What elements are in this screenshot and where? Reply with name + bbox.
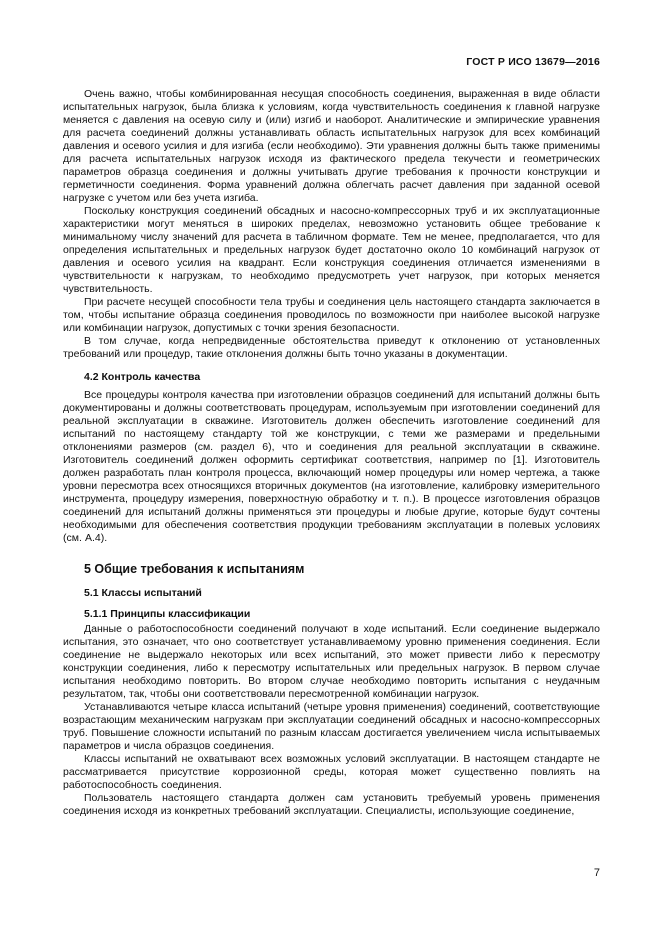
document-content (63, 88, 600, 818)
paragraph-7: Устанавливаются четыре класса испытаний (четыре уровня применения) соединений, соответствующие возрастающим механическим нагрузкам при эксплуатации соединений обсадных и насосно-компрессорных труб. Повышение сложности испытаний по разным классам достигается увеличением числа испытываемых параметров и числа образцов соединения. (63, 701, 600, 752)
heading-5-general-test-requirements: 5 Общие требования к испытаниям (84, 562, 305, 576)
paragraph-2: Поскольку конструкция соединений обсадных и насосно-компрессорных труб и их эксплуатационные характеристики могут меняться в широких пределах, невозможно установить общее требование к минимальному числу значений для расчета в табличном формате. Тем не менее, предполагается, что для определения испытательных и предельных нагрузок будет достаточно около 10 комбинаций нагрузок от давления и осевого усилия на квадрант. Если конструкция соединения отличается изменениями в чувствительности к нагрузкам, то необходимо предусмотреть учет нагрузок, при которых меняется чувствительность. (63, 205, 600, 295)
paragraph-3: При расчете несущей способности тела трубы и соединения цель настоящего стандарта заключается в том, чтобы испытание образца соединения проводилось по возможности при наиболее высокой нагрузке или комбинации нагрузок, допустимых с точки зрения безопасности. (63, 296, 600, 334)
paragraph-9: Пользователь настоящего стандарта должен сам установить требуемый уровень применения соединения исходя из конкретных требований эксплуатации. Специалисты, использующие соединение, (63, 792, 600, 817)
heading-5-1-1-classification-principles: 5.1.1 Принципы классификации (84, 608, 251, 620)
document-header (63, 56, 600, 68)
heading-4-2-quality-control: 4.2 Контроль качества (84, 371, 201, 383)
paragraph-4: В том случае, когда непредвиденные обстоятельства приведут к отклонению от установленных требований или процедур, такие отклонения должны быть точно указаны в документации. (63, 335, 600, 360)
doc-number: ГОСТ Р ИСО 13679—2016 (466, 56, 600, 68)
paragraph-5: Все процедуры контроля качества при изготовлении образцов соединений для испытаний должны быть документированы и должны соответствовать процедурам, используемым при изготовлении соединений для реальной эксплуатации в скважине. Изготовитель должен обеспечить изготовление соединений для испытаний по настоящему стандарту той же конструкции, с теми же размерами и предельными отклонениями размеров (см. раздел 6), что и соединения для реальной эксплуатации в скважине. Изготовитель соединений должен оформить сертификат соответствия, например по [1]. Изготовитель должен разработать план контроля процесса, включающий номер процедуры или номер чертежа, а также уровни пересмотра всех относящихся вторичных документов (на изготовление, калибровку измерительного инструмента, процедуру измерения, поверхностную обработку и т. п.). В процессе изготовления образцов соединений для испытаний должны применяться эти процедуры и любые другие, которые будут сочтены необходимыми для обеспечения соответствия продукции требованиям эксплуатации в полевых условиях (см. А.4). (63, 389, 600, 544)
page-footer (63, 867, 600, 879)
page-number: 7 (593, 867, 600, 879)
paragraph-8: Классы испытаний не охватывают всех возможных условий эксплуатации. В настоящем стандарте не рассматривается присутствие коррозионной среды, которая может существенно повлиять на работоспособность соединения. (63, 753, 600, 791)
heading-5-1-test-classes: 5.1 Классы испытаний (84, 587, 202, 599)
paragraph-1: Очень важно, чтобы комбинированная несущая способность соединения, выраженная в виде области испытательных нагрузок, была близка к условиям, когда чувствительность соединения к главной нагрузке меняется с давления на осевую силу и (или) изгиб и наоборот. Аналитические и эмпирические уравнения для расчета соединений должны устанавливать область испытательных нагрузок для всех комбинаций давления и осевого усилия и для изгиба (если необходимо). Эти уравнения должны быть также применимы для расчета испытательных нагрузок исходя из фактического предела текучести и геометрических параметров образца соединения и должны учитывать другие требования к прочности конструкции и герметичности соединения. Форма уравнений должна облегчать расчет давления при заданной осевой нагрузке с учетом или без учета изгиба. (63, 88, 600, 204)
paragraph-6: Данные о работоспособности соединений получают в ходе испытаний. Если соединение выдержало испытания, это означает, что оно соответствует устанавливаемому уровню применения соединения. Если соединение не выдержало некоторых или всех испытаний, это может привести либо к пересмотру конструкции соединения, либо к пересмотру испытательных или предельных нагрузок. В первом случае испытания необходимо повторить. Во втором случае необходимо повторить испытания с неудачным результатом, так, чтобы они соответствовали пересмотренной комбинации нагрузок. (63, 623, 600, 700)
